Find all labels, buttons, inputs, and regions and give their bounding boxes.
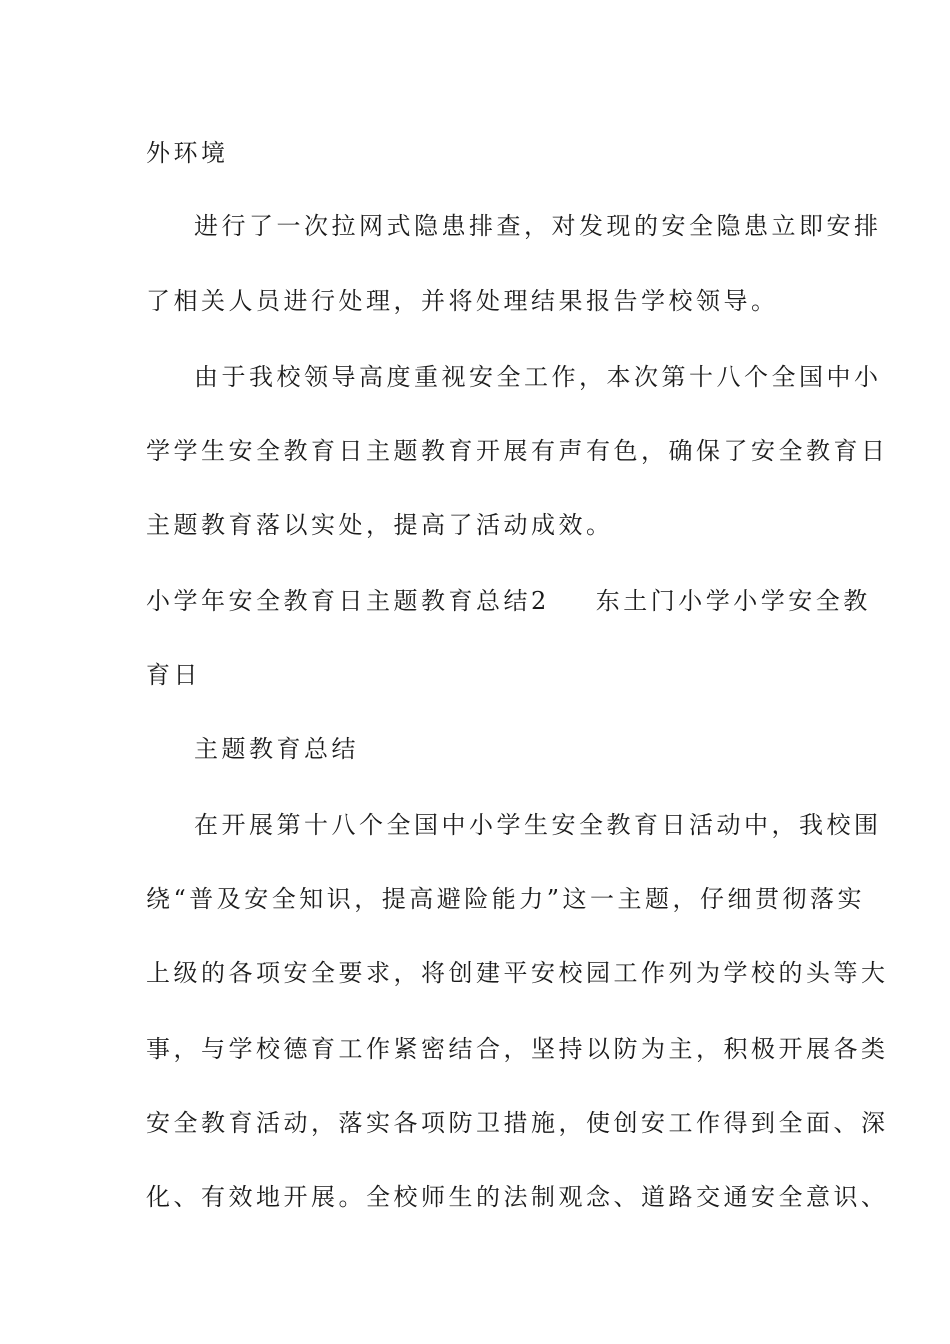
text-line: 主题教育落以实处，提高了活动成效。 bbox=[146, 511, 614, 539]
text-line: 了相关人员进行处理，并将处理结果报告学校领导。 bbox=[146, 287, 779, 315]
text-line: 学学生安全教育日主题教育开展有声有色，确保了安全教育日 bbox=[146, 437, 889, 465]
text-line: 绕“普及安全知识，提高避险能力”这一主题，仔细贯彻落实 bbox=[146, 885, 866, 913]
text-line: 化、有效地开展。全校师生的法制观念、道路交通安全意识、 bbox=[146, 1183, 889, 1211]
text-line: 外环境 bbox=[146, 139, 229, 167]
heading-title: 小学年安全教育日主题教育总结2 bbox=[146, 587, 550, 615]
text-line: 主题教育总结 bbox=[194, 735, 359, 763]
heading-school: 东土门小学小学安全教 bbox=[595, 587, 871, 615]
heading-line bbox=[146, 586, 871, 616]
text-line: 在开展第十八个全国中小学生安全教育日活动中，我校围 bbox=[194, 811, 882, 839]
text-line: 由于我校领导高度重视安全工作，本次第十八个全国中小 bbox=[194, 363, 882, 391]
text-line: 上级的各项安全要求，将创建平安校园工作列为学校的头等大 bbox=[146, 959, 889, 987]
text-line: 育日 bbox=[146, 661, 201, 689]
text-line: 安全教育活动，落实各项防卫措施，使创安工作得到全面、深 bbox=[146, 1109, 889, 1137]
text-line: 事，与学校德育工作紧密结合，坚持以防为主，积极开展各类 bbox=[146, 1035, 889, 1063]
text-line: 进行了一次拉网式隐患排查，对发现的安全隐患立即安排 bbox=[194, 212, 882, 240]
